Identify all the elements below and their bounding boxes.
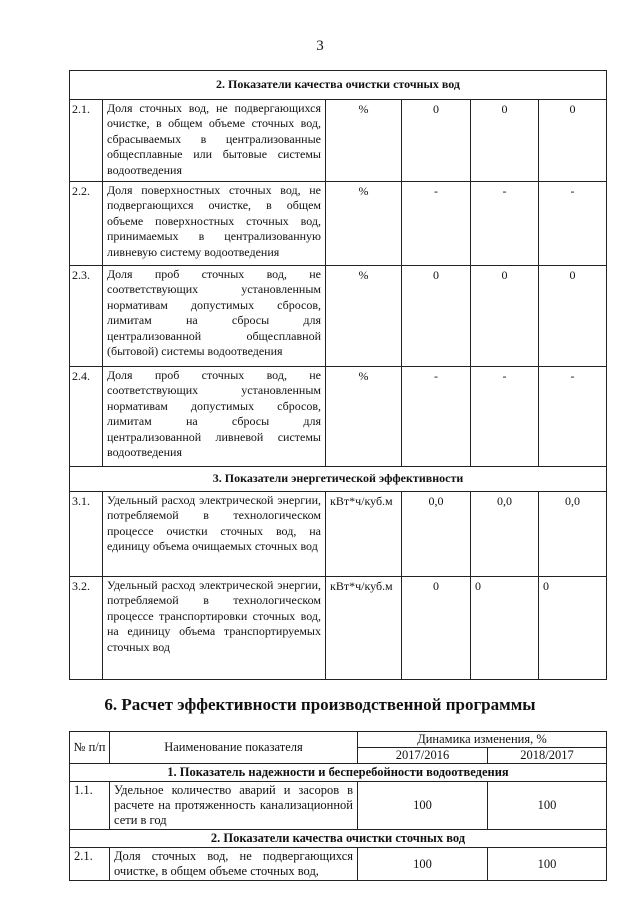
row-number: 2.3. bbox=[70, 266, 103, 367]
value-cell: 0 bbox=[539, 100, 607, 182]
table-row bbox=[70, 577, 607, 680]
value-cell: 0,0 bbox=[539, 492, 607, 577]
row-number: 2.1. bbox=[70, 848, 110, 881]
value-cell: 0 bbox=[539, 577, 607, 680]
unit-cell: кВт*ч/куб.м bbox=[326, 577, 402, 680]
value-cell: - bbox=[539, 367, 607, 467]
header-number: № п/п bbox=[70, 732, 110, 764]
row-number: 2.2. bbox=[70, 182, 103, 266]
section-heading: 6. Расчет эффективности производственной программы bbox=[104, 695, 536, 714]
table-row bbox=[70, 182, 607, 266]
table-row bbox=[70, 367, 607, 467]
value-cell: 100 bbox=[358, 848, 488, 881]
table-row bbox=[70, 100, 607, 182]
value-cell: 0 bbox=[471, 577, 539, 680]
section-row bbox=[70, 764, 607, 782]
section-title: 3. Показатели энергетической эффективности bbox=[70, 467, 607, 492]
indicator-name: Удельный расход электрической энергии, потребляемой в технологическом процессе транспортировки сточных вод, на единицу объема транспортируемых сточных вод bbox=[103, 577, 326, 680]
section-row bbox=[70, 71, 607, 100]
header-name: Наименование показателя bbox=[110, 732, 358, 764]
section-row bbox=[70, 467, 607, 492]
efficiency-table bbox=[69, 731, 607, 881]
row-number: 1.1. bbox=[70, 782, 110, 830]
value-cell: 0 bbox=[471, 266, 539, 367]
value-cell: 0 bbox=[402, 577, 471, 680]
unit-cell: % bbox=[326, 266, 402, 367]
table-row bbox=[70, 492, 607, 577]
indicator-name: Доля поверхностных сточных вод, не подвергающихся очистке, в общем объеме поверхностных сточных вод, принимаемых в централизованную ливневую систему водоотведения bbox=[103, 182, 326, 266]
indicators-table bbox=[69, 70, 607, 680]
value-cell: - bbox=[402, 367, 471, 467]
row-number: 3.2. bbox=[70, 577, 103, 680]
section-title: 2. Показатели качества очистки сточных вод bbox=[70, 71, 607, 100]
value-cell: 0 bbox=[471, 100, 539, 182]
header-row bbox=[70, 732, 607, 748]
section-title: 2. Показатели качества очистки сточных вод bbox=[70, 830, 607, 848]
unit-cell: кВт*ч/куб.м bbox=[326, 492, 402, 577]
table-row bbox=[70, 782, 607, 830]
indicator-name: Доля сточных вод, не подвергающихся очистке, в общем объеме сточных вод, bbox=[110, 848, 358, 881]
unit-cell: % bbox=[326, 182, 402, 266]
value-cell: 100 bbox=[488, 848, 607, 881]
section-row bbox=[70, 830, 607, 848]
indicator-name: Доля сточных вод, не подвергающихся очистке, в общем объеме сточных вод, сбрасываемых в централизованные общесплавные или бытовые системы водоотведения bbox=[103, 100, 326, 182]
header-year: 2017/2016 bbox=[358, 748, 488, 764]
row-number: 2.1. bbox=[70, 100, 103, 182]
value-cell: 0 bbox=[539, 266, 607, 367]
header-dynamics: Динамика изменения, % bbox=[358, 732, 607, 748]
value-cell: 100 bbox=[488, 782, 607, 830]
indicator-name: Удельное количество аварий и засоров в расчете на протяженность канализационной сети в год bbox=[110, 782, 358, 830]
table-row bbox=[70, 848, 607, 881]
indicator-name: Доля проб сточных вод, не соответствующих установленным нормативам допустимых сбросов, лимитам на сбросы для централизованной ливневой системы водоотведения bbox=[103, 367, 326, 467]
indicator-name: Доля проб сточных вод, не соответствующих установленным нормативам допустимых сбросов, лимитам на сбросы для централизованной общесплавной (бытовой) системы водоотведения bbox=[103, 266, 326, 367]
table-row bbox=[70, 266, 607, 367]
value-cell: 0 bbox=[402, 266, 471, 367]
section-title: 1. Показатель надежности и бесперебойности водоотведения bbox=[70, 764, 607, 782]
unit-cell: % bbox=[326, 367, 402, 467]
unit-cell: % bbox=[326, 100, 402, 182]
header-year: 2018/2017 bbox=[488, 748, 607, 764]
value-cell: 0 bbox=[402, 100, 471, 182]
page-number: 3 bbox=[316, 38, 324, 54]
value-cell: 0,0 bbox=[402, 492, 471, 577]
row-number: 3.1. bbox=[70, 492, 103, 577]
value-cell: 0,0 bbox=[471, 492, 539, 577]
value-cell: - bbox=[539, 182, 607, 266]
value-cell: - bbox=[471, 367, 539, 467]
row-number: 2.4. bbox=[70, 367, 103, 467]
value-cell: - bbox=[471, 182, 539, 266]
value-cell: - bbox=[402, 182, 471, 266]
value-cell: 100 bbox=[358, 782, 488, 830]
indicator-name: Удельный расход электрической энергии, потребляемой в технологическом процессе очистки сточных вод, на единицу объема очищаемых сточных вод bbox=[103, 492, 326, 577]
